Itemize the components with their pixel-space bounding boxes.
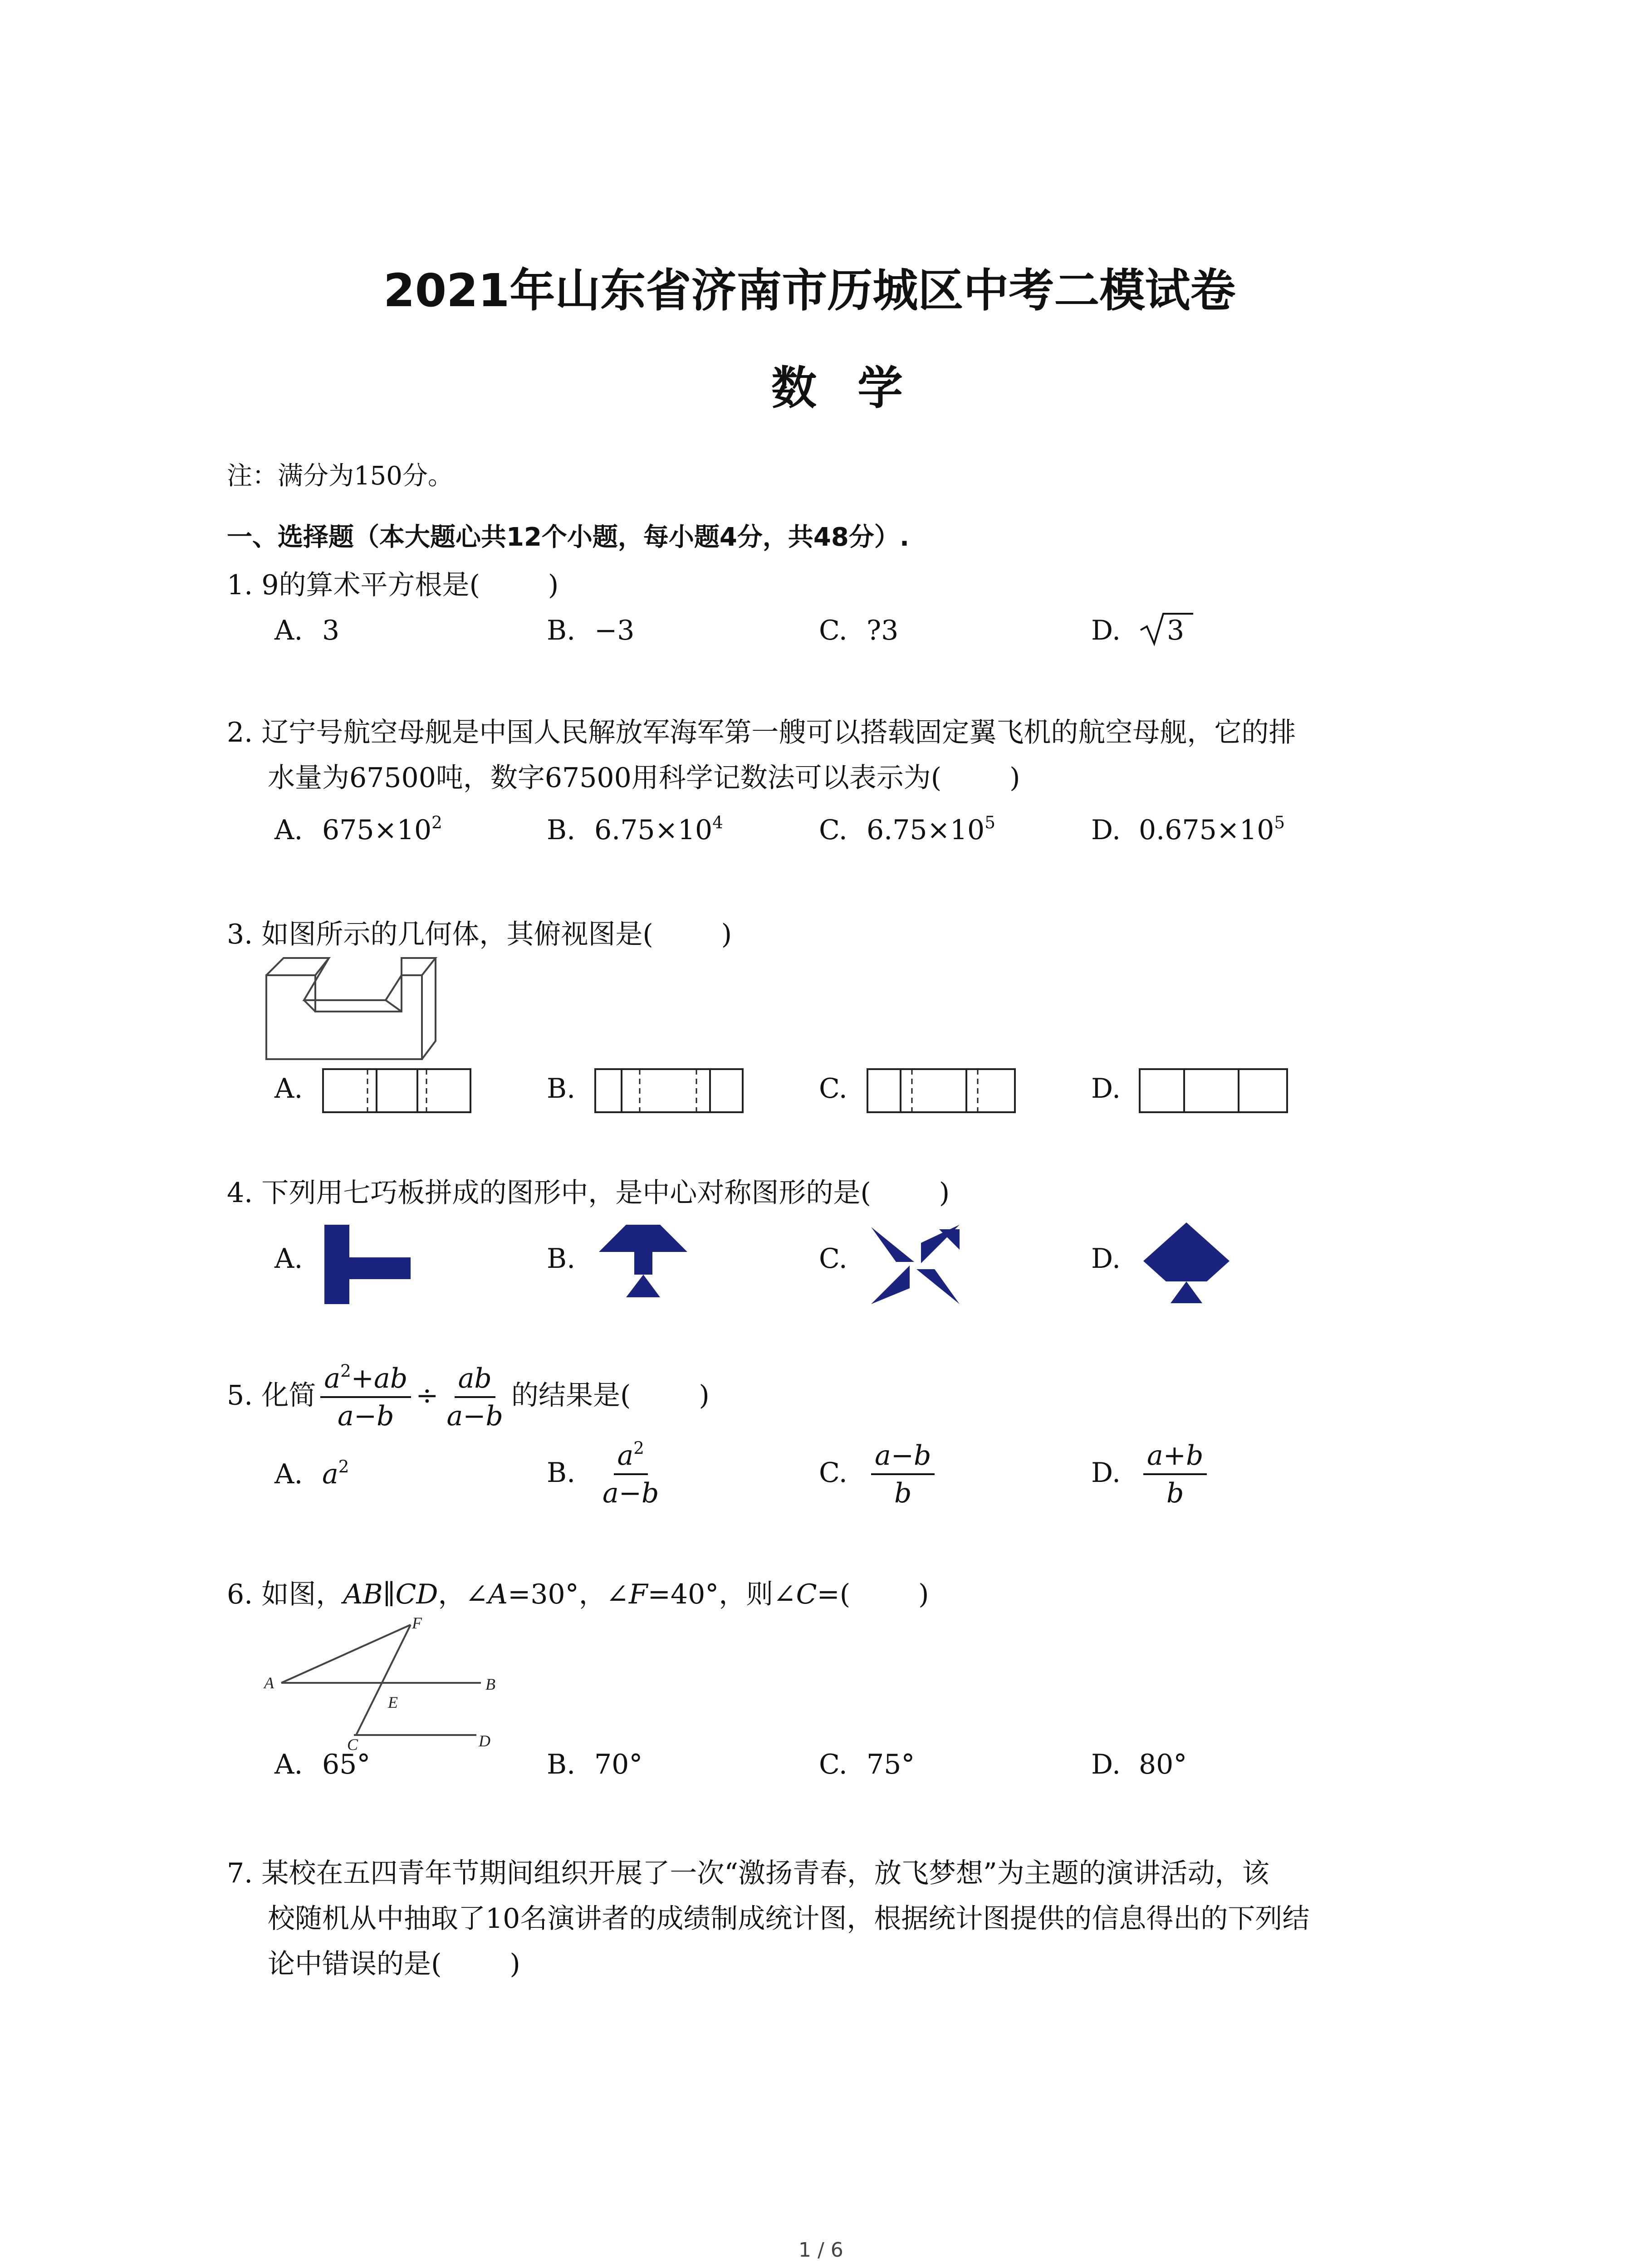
q1-option-d: D. 3 <box>1091 615 1184 646</box>
q4-option-a-tangram <box>324 1225 415 1306</box>
section-heading: 一、选择题（本大题心共12个小题，每小题4分，共48分）. <box>227 523 910 552</box>
q3-option-d-label: D. <box>1091 1073 1121 1105</box>
q2-option-b: B. $6.75\times 10^4$ <box>547 812 723 846</box>
q3-option-d-figure <box>1139 1068 1288 1114</box>
q3-option-a-label: A. <box>274 1073 303 1105</box>
q2-option-d: D. $0.675\times 10^5$ <box>1091 812 1285 846</box>
q3-option-c-label: C. <box>819 1073 847 1105</box>
q4-option-c-tangram <box>871 1225 962 1306</box>
question-5-stem: 5. 化简 $\frac{a^2+ab}{a-b}$ ÷ $\frac{ab}{a-b}$ 的结果是( ) <box>227 1360 710 1432</box>
q4-option-d-tangram <box>1143 1222 1234 1304</box>
q5-option-c: C. $\frac{a-b}{b}$ <box>819 1440 939 1509</box>
q4-option-b-tangram <box>599 1225 690 1306</box>
q6-option-d: D. 80° <box>1091 1749 1187 1780</box>
question-6-stem: 6. 如图，AB∥CD，∠A=30°，∠F=40°，则∠C=( ) <box>227 1579 929 1610</box>
q6-option-a: A. 65° <box>274 1749 371 1780</box>
label-A: A <box>264 1674 274 1692</box>
q2-option-c: C. $6.75\times 10^5$ <box>819 812 995 846</box>
q4-option-a-label: A. <box>274 1243 303 1275</box>
q5-option-a: A. $a^2$ <box>274 1456 349 1490</box>
q6-geometry-figure <box>263 1615 517 1765</box>
q5-option-b: B. $\frac{a^2}{a-b}$ <box>547 1437 659 1509</box>
label-E: E <box>388 1693 398 1711</box>
q5-option-d: D. $\frac{a+b}{b}$ <box>1091 1440 1211 1509</box>
label-B: B <box>485 1675 495 1693</box>
label-F: F <box>412 1614 422 1632</box>
q2-option-a: A. $675\times 10^2$ <box>274 812 442 846</box>
score-note: 注：满分为150分。 <box>227 461 453 491</box>
q4-option-c-label: C. <box>819 1243 847 1275</box>
exam-title: 2021年山东省济南市历城区中考二模试卷 <box>383 264 1236 317</box>
q1-option-a: A. 3 <box>274 615 340 646</box>
question-7-line-2: 校随机从中抽取了10名演讲者的成绩制成统计图，根据统计图提供的信息得出的下列结 <box>268 1903 1310 1935</box>
q6-option-b: B. 70° <box>547 1749 643 1780</box>
question-7-line-1: 7. 某校在五四青年节期间组织开展了一次“激扬青春，放飞梦想”为主题的演讲活动，该 <box>227 1857 1269 1889</box>
question-3-stem: 3. 如图所示的几何体，其俯视图是( ) <box>227 919 732 950</box>
subject-heading: 数学 <box>771 362 944 415</box>
q1-option-b: B. −3 <box>547 615 635 646</box>
label-C: C <box>347 1735 358 1754</box>
question-2-line-2: 水量为67500吨，数字67500用科学记数法可以表示为( ) <box>268 762 1020 794</box>
sqrt-symbol-icon <box>1139 611 1171 646</box>
label-D: D <box>479 1732 490 1750</box>
q1-option-c: C. ?3 <box>819 615 899 646</box>
question-1-stem: 1. 9的算术平方根是( ) <box>227 569 559 601</box>
q5-fraction-2: $\frac{ab}{a-b}$ <box>446 1363 503 1432</box>
question-7-line-3: 论中错误的是( ) <box>268 1948 520 1980</box>
q3-option-a-figure <box>322 1068 472 1114</box>
q6-option-c: C. 75° <box>819 1749 915 1780</box>
q4-option-b-label: B. <box>547 1243 576 1275</box>
q3-option-b-figure <box>594 1068 744 1114</box>
q3-option-c-figure <box>867 1068 1016 1114</box>
question-4-stem: 4. 下列用七巧板拼成的图形中，是中心对称图形的是( ) <box>227 1177 950 1209</box>
q3-solid-figure <box>265 957 447 1061</box>
q5-fraction-1: $\frac{a^2+ab}{a-b}$ <box>320 1363 411 1432</box>
q3-option-b-label: B. <box>547 1073 576 1105</box>
question-2-line-1: 2. 辽宁号航空母舰是中国人民解放军海军第一艘可以搭载固定翼飞机的航空母舰，它的排 <box>227 717 1296 748</box>
q4-option-d-label: D. <box>1091 1243 1121 1275</box>
page-number: 1 / 6 <box>798 2239 843 2262</box>
